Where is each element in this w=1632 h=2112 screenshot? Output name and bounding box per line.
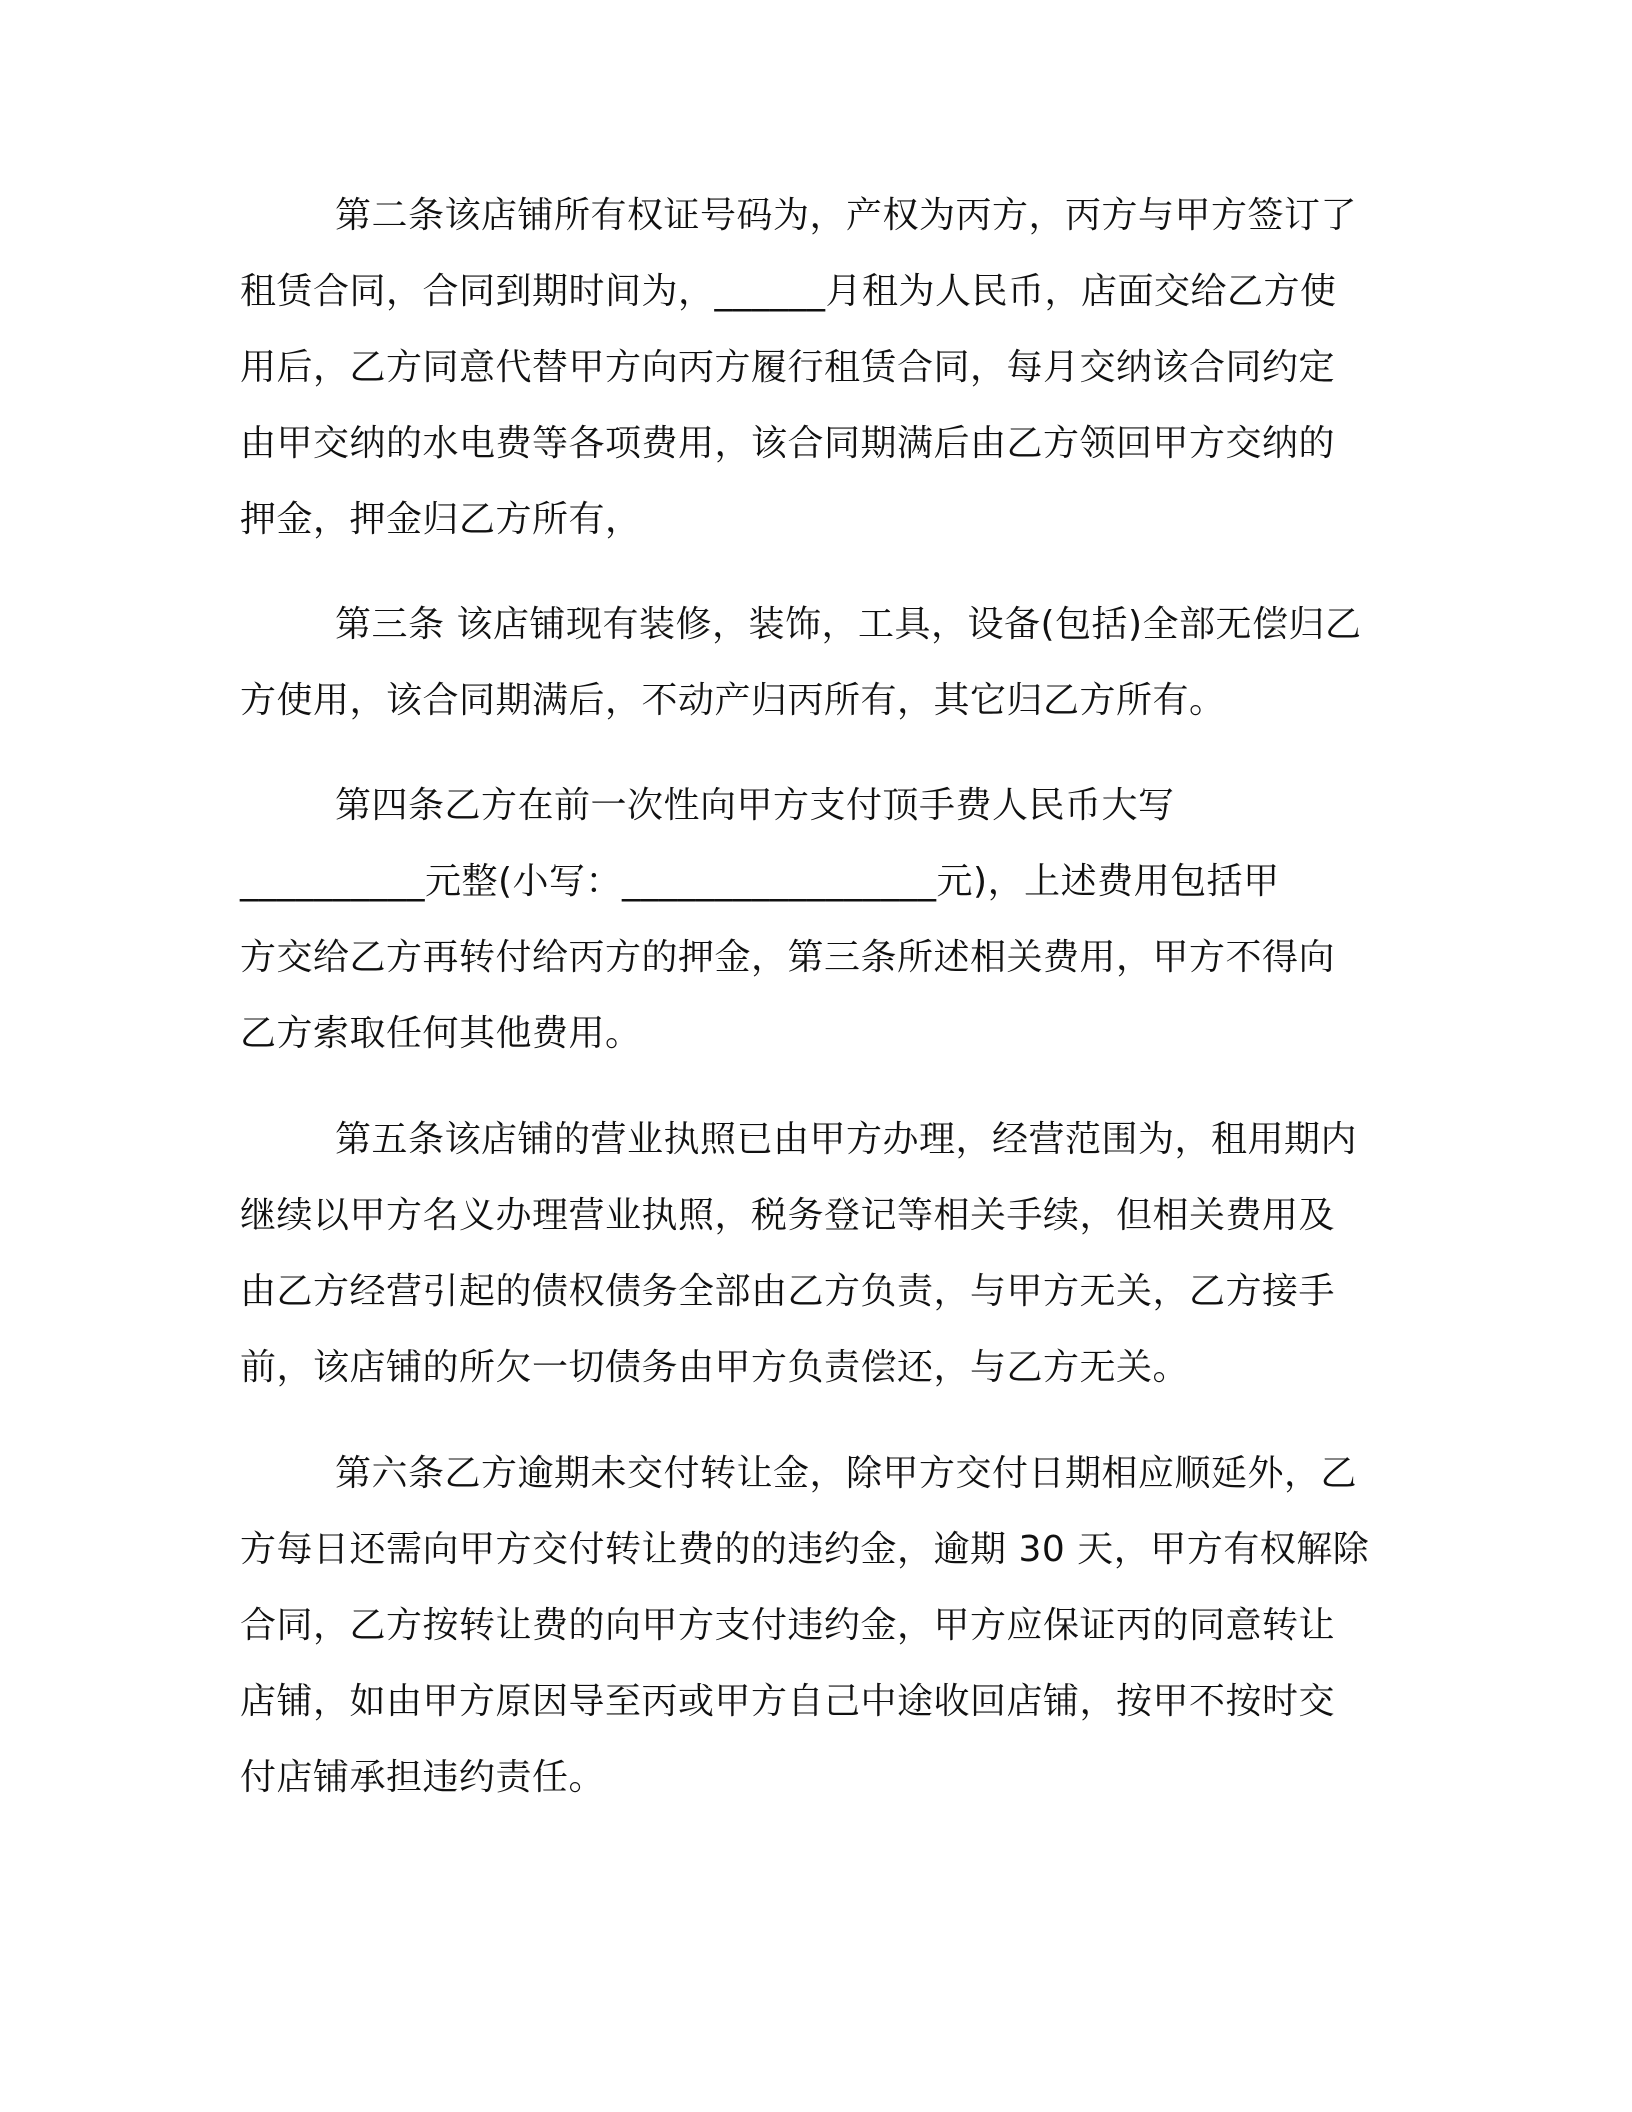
article-5-line-1: 第五条该店铺的营业执照已由甲方办理，经营范围为，租用期内 <box>335 1119 1358 1160</box>
article-3-line-2: 方使用，该合同期满后，不动产归丙所有，其它归乙方所有。 <box>240 680 1226 721</box>
article-6-line-3: 合同，乙方按转让费的向甲方支付违约金，甲方应保证丙的同意转让 <box>240 1605 1336 1646</box>
article-5-line-2: 继续以甲方名义办理营业执照，税务登记等相关手续，但相关费用及 <box>240 1195 1336 1236</box>
article-5-line-3: 由乙方经营引起的债权债务全部由乙方负责，与甲方无关，乙方接手 <box>240 1271 1336 1312</box>
article-4-line-3: 方交给乙方再转付给丙方的押金，第三条所述相关费用，甲方不得向 <box>240 937 1336 978</box>
article-2-line-1: 第二条该店铺所有权证号码为，产权为丙方，丙方与甲方签订了 <box>335 195 1358 236</box>
article-4-line-2: __________元整(小写：_________________元)，上述费用包括甲 <box>240 861 1280 902</box>
article-4-line-1: 第四条乙方在前一次性向甲方支付顶手费人民币大写 <box>335 785 1175 826</box>
article-2-line-2: 租赁合同，合同到期时间为，______月租为人民币，店面交给乙方使 <box>240 271 1337 312</box>
article-4-line-4: 乙方索取任何其他费用。 <box>240 1013 642 1054</box>
article-6-line-1: 第六条乙方逾期未交付转让金，除甲方交付日期相应顺延外，乙 <box>335 1453 1358 1494</box>
article-2-line-5: 押金，押金归乙方所有， <box>240 499 642 540</box>
article-6-line-2: 方每日还需向甲方交付转让费的的违约金，逾期 30 天，甲方有权解除 <box>240 1529 1370 1570</box>
article-6-line-4: 店铺，如由甲方原因导至丙或甲方自己中途收回店铺，按甲不按时交 <box>240 1681 1336 1722</box>
article-5-line-4: 前，该店铺的所欠一切债务由甲方负责偿还，与乙方无关。 <box>240 1347 1190 1388</box>
article-3-line-1: 第三条 该店铺现有装修，装饰，工具，设备(包括)全部无偿归乙 <box>335 604 1362 645</box>
article-2-line-3: 用后，乙方同意代替甲方向丙方履行租赁合同，每月交纳该合同约定 <box>240 347 1336 388</box>
article-6-line-5: 付店铺承担违约责任。 <box>240 1757 606 1798</box>
article-2-line-4: 由甲交纳的水电费等各项费用，该合同期满后由乙方领回甲方交纳的 <box>240 423 1336 464</box>
